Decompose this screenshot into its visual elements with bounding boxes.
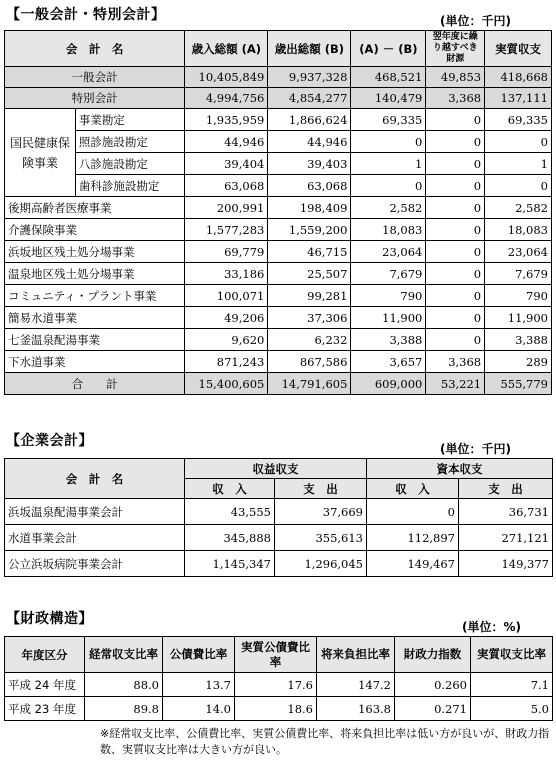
cell: 163.8: [317, 697, 395, 721]
cell: 0: [426, 131, 485, 153]
header-capital-group: 資本収支: [367, 459, 553, 479]
cell: 5.0: [471, 697, 553, 721]
cell: 17.6: [235, 673, 317, 697]
cell: 13.7: [163, 673, 235, 697]
cell: 0: [485, 131, 552, 153]
cell: 609,000: [351, 373, 426, 395]
cell: 49,206: [185, 307, 268, 329]
header-fiscal-year: 年度区分: [5, 637, 85, 673]
row-label: 簡易水道事業: [5, 307, 185, 329]
cell: 0: [485, 175, 552, 197]
cell: 198,409: [268, 197, 351, 219]
cell: 867,586: [268, 351, 351, 373]
row-label: 照診施設勘定: [75, 131, 184, 153]
cell: 271,121: [459, 525, 553, 551]
general-special-table: [4, 30, 552, 395]
cell: 0.271: [395, 697, 471, 721]
header-account-name: 会 計 名: [5, 31, 185, 67]
header-real-balance-ratio: 実質収支比率: [471, 637, 553, 673]
cell: 3,657: [351, 351, 426, 373]
row-label: 水道事業会計: [5, 525, 185, 551]
enterprise-table: [4, 458, 553, 577]
cell: 14,791,605: [268, 373, 351, 395]
cell: 0: [426, 197, 485, 219]
row-label: 公立浜坂病院事業会計: [5, 551, 185, 577]
cell: 53,221: [426, 373, 485, 395]
section-title-financial-structure: 【財政構造】: [6, 611, 93, 627]
cell: 3,388: [351, 329, 426, 351]
cell: 1: [485, 153, 552, 175]
row-label: 七釜温泉配湯事業: [5, 329, 185, 351]
cell: 0: [426, 109, 485, 131]
cell: 0.260: [395, 673, 471, 697]
cell: 1,935,959: [185, 109, 268, 131]
cell: 0: [426, 329, 485, 351]
cell: 1,296,045: [275, 551, 367, 577]
cell: 39,404: [185, 153, 268, 175]
group-label-nhi: 国民健康保険事業: [5, 109, 76, 197]
cell: 46,715: [268, 241, 351, 263]
cell: 149,467: [367, 551, 459, 577]
cell: 11,900: [485, 307, 552, 329]
unit-label-3: (単位：%): [462, 620, 521, 634]
cell: 0: [426, 219, 485, 241]
header-expense: 支 出: [459, 479, 553, 499]
cell: 0: [426, 153, 485, 175]
cell: 15,400,605: [185, 373, 268, 395]
cell: 871,243: [185, 351, 268, 373]
header-real-debt-ratio: 実質公債費比率: [235, 637, 317, 673]
cell: 790: [351, 285, 426, 307]
cell: 63,068: [268, 175, 351, 197]
cell: 63,068: [185, 175, 268, 197]
header-expenditure: 歳出総額 (B): [268, 31, 351, 67]
cell: 6,232: [268, 329, 351, 351]
cell: 23,064: [351, 241, 426, 263]
cell: 355,613: [275, 525, 367, 551]
footnote: ※経常収支比率、公債費比率、実質公債費比率、将来負担比率は低い方が良いが、財政力指数、実質収支比率は大きい方が良い。: [100, 727, 550, 756]
row-label-general: 一般会計: [5, 67, 185, 88]
cell: 25,507: [268, 263, 351, 285]
section-title-general-special: 【一般会計・特別会計】: [6, 7, 166, 23]
cell: 7,679: [351, 263, 426, 285]
cell: 418,668: [485, 67, 552, 88]
unit-label-2: (単位：千円): [440, 442, 511, 456]
cell: 7,679: [485, 263, 552, 285]
cell: 69,335: [351, 109, 426, 131]
cell: 0: [367, 499, 459, 525]
cell: 468,521: [351, 67, 426, 88]
cell: 88.0: [85, 673, 163, 697]
cell: 555,779: [485, 373, 552, 395]
cell: 1,866,624: [268, 109, 351, 131]
cell: 3,388: [485, 329, 552, 351]
cell: 37,669: [275, 499, 367, 525]
cell: 18,083: [351, 219, 426, 241]
cell: 4,994,756: [185, 88, 268, 109]
cell: 0: [426, 285, 485, 307]
cell: 9,937,328: [268, 67, 351, 88]
header-ordinary-balance-ratio: 経常収支比率: [85, 637, 163, 673]
cell: 200,991: [185, 197, 268, 219]
cell: 345,888: [185, 525, 275, 551]
row-label: 八診施設勘定: [75, 153, 184, 175]
row-label: 事業勘定: [75, 109, 184, 131]
cell: 44,946: [268, 131, 351, 153]
header-revenue: 歳入総額 (A): [185, 31, 268, 67]
cell: 0: [426, 175, 485, 197]
cell: 2,582: [351, 197, 426, 219]
header-account-name: 会 計 名: [5, 459, 185, 499]
cell: 7.1: [471, 673, 553, 697]
header-difference: (A) － (B): [351, 31, 426, 67]
cell: 3,368: [426, 351, 485, 373]
header-actual-balance: 実質収支: [485, 31, 552, 67]
cell: 289: [485, 351, 552, 373]
cell: 1,559,200: [268, 219, 351, 241]
cell: 4,854,277: [268, 88, 351, 109]
row-label: 歯科診施設勘定: [75, 175, 184, 197]
cell: 33,186: [185, 263, 268, 285]
cell: 49,853: [426, 67, 485, 88]
row-label: 平成 23 年度: [5, 697, 85, 721]
cell: 18.6: [235, 697, 317, 721]
cell: 89.8: [85, 697, 163, 721]
cell: 137,111: [485, 88, 552, 109]
cell: 0: [426, 241, 485, 263]
header-carryover: 翌年度に繰り越すべき財源: [426, 31, 485, 67]
cell: 10,405,849: [185, 67, 268, 88]
cell: 9,620: [185, 329, 268, 351]
cell: 11,900: [351, 307, 426, 329]
cell: 1,145,347: [185, 551, 275, 577]
cell: 99,281: [268, 285, 351, 307]
cell: 18,083: [485, 219, 552, 241]
cell: 36,731: [459, 499, 553, 525]
unit-label-1: (単位：千円): [440, 14, 511, 28]
cell: 0: [351, 131, 426, 153]
header-expense: 支 出: [275, 479, 367, 499]
cell: 23,064: [485, 241, 552, 263]
cell: 112,897: [367, 525, 459, 551]
row-label: 平成 24 年度: [5, 673, 85, 697]
header-debt-ratio: 公債費比率: [163, 637, 235, 673]
header-income: 収 入: [185, 479, 275, 499]
row-label: コミュニティ・プラント事業: [5, 285, 185, 307]
cell: 44,946: [185, 131, 268, 153]
cell: 69,335: [485, 109, 552, 131]
cell: 43,555: [185, 499, 275, 525]
row-label: 介護保険事業: [5, 219, 185, 241]
cell: 39,403: [268, 153, 351, 175]
cell: 1,577,283: [185, 219, 268, 241]
cell: 69,779: [185, 241, 268, 263]
header-fiscal-index: 財政力指数: [395, 637, 471, 673]
cell: 0: [351, 175, 426, 197]
section-title-enterprise: 【企業会計】: [6, 433, 93, 449]
cell: 3,368: [426, 88, 485, 109]
header-future-burden-ratio: 将来負担比率: [317, 637, 395, 673]
cell: 147.2: [317, 673, 395, 697]
cell: 14.0: [163, 697, 235, 721]
cell: 0: [426, 263, 485, 285]
cell: 1: [351, 153, 426, 175]
cell: 2,582: [485, 197, 552, 219]
row-label: 下水道事業: [5, 351, 185, 373]
row-label: 浜坂温泉配湯事業会計: [5, 499, 185, 525]
financial-structure-table: [4, 636, 553, 721]
cell: 790: [485, 285, 552, 307]
cell: 100,071: [185, 285, 268, 307]
row-label-total: 合 計: [5, 373, 185, 395]
cell: 140,479: [351, 88, 426, 109]
header-income: 収 入: [367, 479, 459, 499]
cell: 37,306: [268, 307, 351, 329]
row-label: 後期高齢者医療事業: [5, 197, 185, 219]
header-revenue-group: 収益収支: [185, 459, 367, 479]
cell: 149,377: [459, 551, 553, 577]
cell: 0: [426, 307, 485, 329]
row-label-special: 特別会計: [5, 88, 185, 109]
row-label: 浜坂地区残土処分場事業: [5, 241, 185, 263]
row-label: 温泉地区残土処分場事業: [5, 263, 185, 285]
